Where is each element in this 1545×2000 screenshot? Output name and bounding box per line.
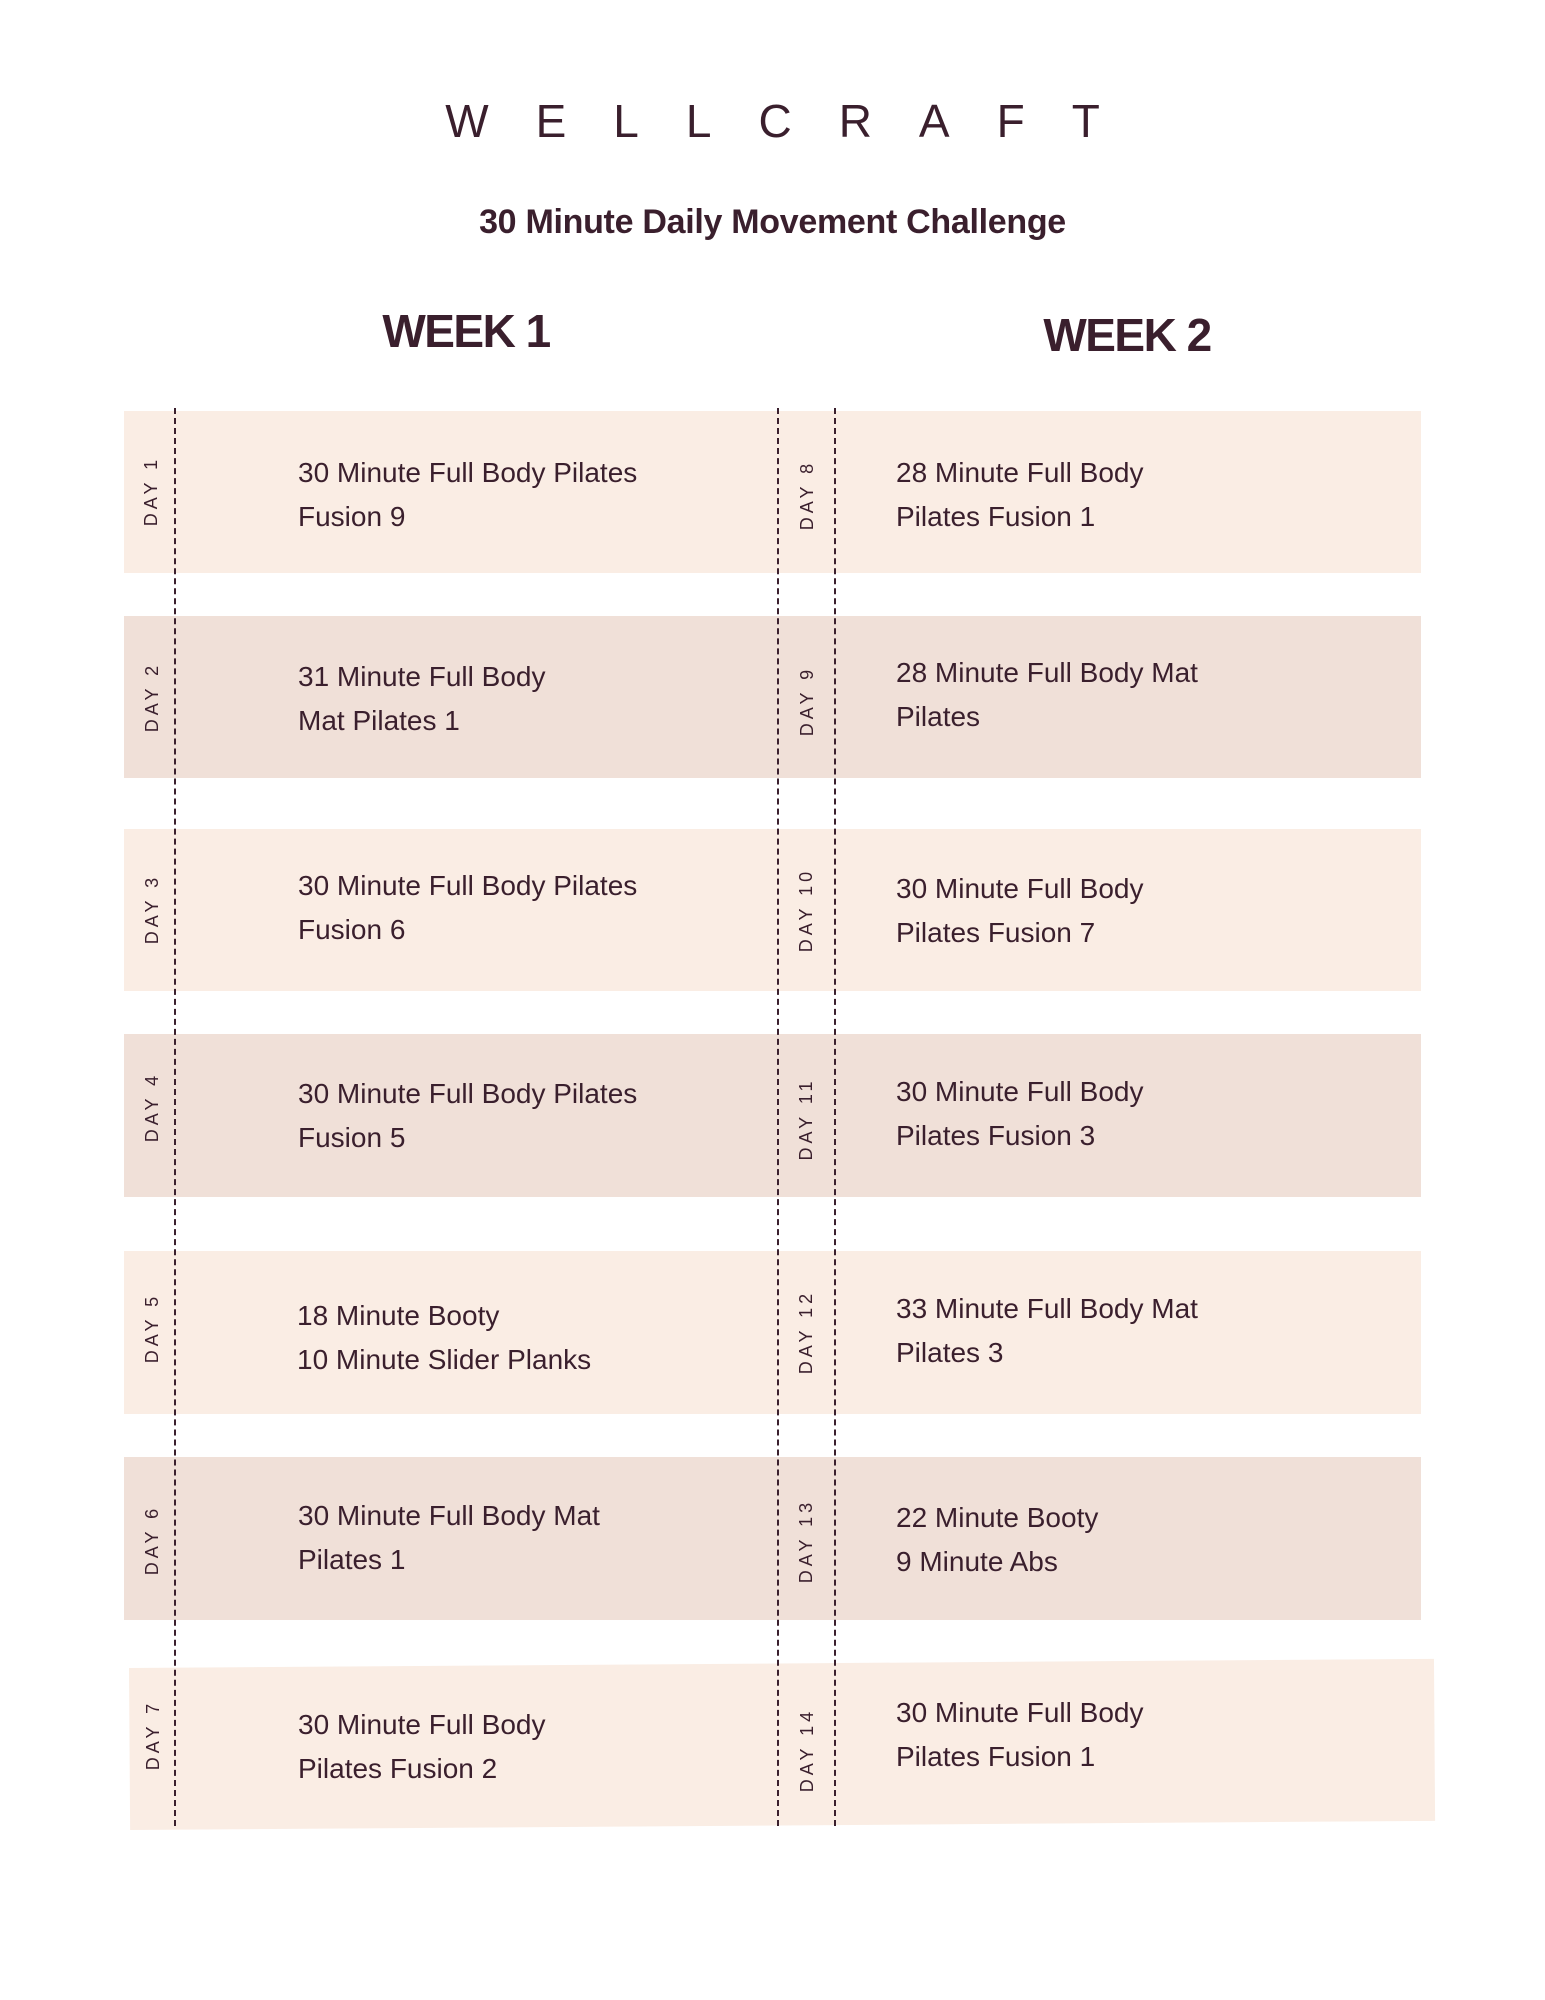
workout-entry: [298, 655, 545, 743]
workout-line-2: Pilates Fusion 3: [896, 1120, 1096, 1151]
workout-entry: [297, 1294, 591, 1382]
workout-line-2: Pilates: [896, 701, 981, 732]
workout-line-1: 30 Minute Full Body: [896, 873, 1144, 904]
workout-line-2: Fusion 9: [298, 501, 406, 532]
workout-line-2: Pilates Fusion 7: [896, 917, 1096, 948]
workout-entry: [298, 451, 637, 539]
day-label: DAY 2: [142, 661, 162, 733]
workout-line-2: 9 Minute Abs: [896, 1546, 1058, 1577]
workout-line-2: Pilates Fusion 2: [298, 1753, 498, 1784]
workout-line-2: Pilates 1: [298, 1544, 406, 1575]
workout-line-1: 30 Minute Full Body: [896, 1076, 1144, 1107]
day-label: DAY 5: [142, 1292, 162, 1364]
workout-line-2: Fusion 6: [298, 914, 406, 945]
day-label: DAY 10: [796, 867, 816, 953]
day-label: DAY 14: [797, 1707, 817, 1793]
workout-line-1: 28 Minute Full Body: [896, 457, 1144, 488]
day-label: DAY 11: [796, 1077, 816, 1161]
workout-line-1: 30 Minute Full Body: [896, 1697, 1144, 1728]
workout-line-2: Pilates Fusion 1: [896, 1741, 1096, 1772]
day-label: DAY 1: [141, 455, 161, 527]
workout-entry: [896, 1691, 1143, 1779]
workout-entry: [896, 1496, 1098, 1584]
day-label: DAY 7: [143, 1699, 163, 1771]
workout-line-1: 30 Minute Full Body: [298, 1709, 546, 1740]
page-title: 30 Minute Daily Movement Challenge: [479, 203, 1066, 241]
workout-line-1: 28 Minute Full Body Mat: [896, 657, 1198, 688]
workout-line-1: 33 Minute Full Body Mat: [896, 1293, 1198, 1324]
workout-entry: [896, 1070, 1143, 1158]
day-label: DAY 4: [142, 1071, 162, 1143]
workout-line-1: 22 Minute Booty: [896, 1502, 1099, 1533]
workout-entry: [298, 1494, 600, 1582]
brand-logo: WELLCRAFT: [445, 95, 1147, 147]
day-label: DAY 6: [142, 1504, 162, 1576]
workout-line-1: 18 Minute Booty: [297, 1300, 500, 1331]
workout-line-2: Pilates 3: [896, 1337, 1004, 1368]
workout-line-2: Pilates Fusion 1: [896, 501, 1096, 532]
workout-entry: [896, 1287, 1198, 1375]
day-label: DAY 12: [796, 1289, 816, 1375]
workout-entry: [896, 451, 1143, 539]
day-label: DAY 13: [796, 1498, 816, 1584]
day-label: DAY 3: [142, 873, 162, 945]
dashed-divider-week1-labels: [174, 408, 176, 1826]
dashed-divider-week2-labels: [834, 408, 836, 1826]
dashed-divider-week-split: [777, 408, 779, 1826]
day-label: DAY 9: [797, 665, 817, 737]
workout-line-1: 30 Minute Full Body Pilates: [298, 457, 638, 488]
workout-entry: [298, 1703, 545, 1791]
workout-line-2: Mat Pilates 1: [298, 705, 460, 736]
workout-entry: [896, 651, 1198, 739]
workout-entry: [298, 1072, 637, 1160]
workout-line-2: 10 Minute Slider Planks: [297, 1344, 592, 1375]
workout-entry: [896, 867, 1143, 955]
week-1-heading: WEEK 1: [382, 305, 550, 357]
workout-line-1: 30 Minute Full Body Mat: [298, 1500, 600, 1531]
workout-entry: [298, 864, 637, 952]
workout-line-1: 30 Minute Full Body Pilates: [298, 870, 638, 901]
week-2-heading: WEEK 2: [1043, 309, 1211, 361]
workout-line-1: 31 Minute Full Body: [298, 661, 546, 692]
workout-line-1: 30 Minute Full Body Pilates: [298, 1078, 638, 1109]
day-label: DAY 8: [797, 459, 817, 531]
workout-line-2: Fusion 5: [298, 1122, 406, 1153]
